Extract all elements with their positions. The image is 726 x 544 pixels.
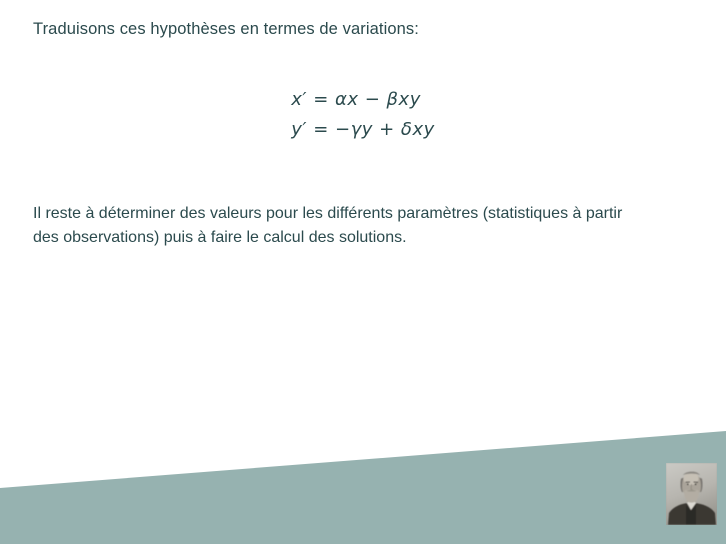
equation-align-group: [291, 85, 435, 145]
body-paragraph-line-2: des observations) puis à faire le calcul des solutions.: [33, 229, 407, 246]
bottom-diagonal-band: [0, 431, 726, 544]
equation-block: [0, 85, 726, 145]
portrait-photo: [666, 463, 717, 525]
body-paragraph-line-1: Il reste à déterminer des valeurs pour les différents paramètres (statistiques à partir: [33, 205, 623, 222]
slide-title: Traduisons ces hypothèses en termes de variations:: [33, 20, 419, 38]
equation-y-prime: y′ = −γy + δxy: [291, 119, 435, 140]
equation-x-prime: x′ = αx − βxy: [291, 89, 421, 110]
body-paragraph: [33, 202, 703, 250]
